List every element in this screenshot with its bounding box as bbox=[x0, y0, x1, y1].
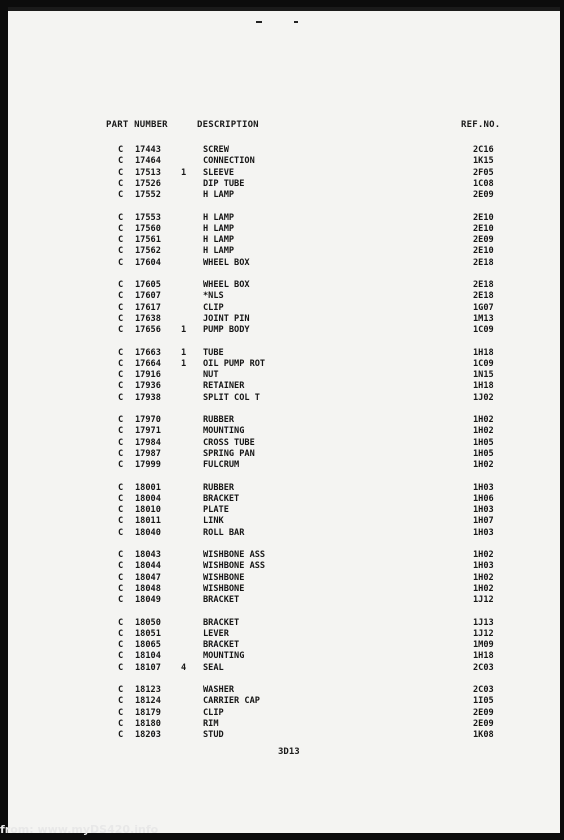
part-number: 17984 bbox=[135, 437, 161, 448]
part-reference: 2E18 bbox=[473, 257, 494, 268]
part-reference: 2E09 bbox=[473, 235, 494, 245]
part-reference: 1C08 bbox=[473, 178, 494, 189]
part-row bbox=[8, 370, 560, 381]
part-description: H LAMP bbox=[203, 190, 235, 200]
part-row bbox=[8, 629, 560, 640]
part-reference: 1N15 bbox=[473, 370, 494, 380]
header-description: DESCRIPTION bbox=[197, 120, 259, 130]
part-reference: 2C03 bbox=[473, 662, 494, 673]
part-description: MOUNTING bbox=[203, 651, 245, 662]
part-reference: 1H18 bbox=[473, 347, 494, 358]
part-description: ROLL BAR bbox=[203, 527, 245, 538]
part-prefix: C bbox=[118, 178, 124, 189]
part-row bbox=[8, 685, 560, 696]
part-prefix: C bbox=[118, 572, 124, 583]
part-quantity: 4 bbox=[181, 662, 187, 673]
part-row bbox=[8, 280, 560, 291]
part-number: 18004 bbox=[135, 493, 161, 504]
part-description: WHEEL BOX bbox=[203, 257, 250, 268]
part-prefix: C bbox=[118, 640, 124, 650]
part-row bbox=[8, 381, 560, 392]
part-row bbox=[8, 696, 560, 707]
part-description: H LAMP bbox=[203, 212, 235, 223]
part-description: SPLIT COL T bbox=[203, 392, 260, 403]
part-row bbox=[8, 325, 560, 336]
source-footer: from: www.myDS420.info bbox=[0, 823, 159, 836]
part-number: 17560 bbox=[135, 223, 161, 234]
part-number: 18050 bbox=[135, 617, 161, 628]
part-reference: 2E09 bbox=[473, 190, 494, 200]
part-row bbox=[8, 708, 560, 719]
part-row bbox=[8, 145, 560, 156]
part-reference: 1M09 bbox=[473, 640, 494, 650]
part-description: PLATE bbox=[203, 505, 229, 515]
part-prefix: C bbox=[118, 381, 124, 392]
part-description: LINK bbox=[203, 516, 224, 527]
part-prefix: C bbox=[118, 561, 124, 572]
part-reference: 1H03 bbox=[473, 561, 494, 572]
part-row bbox=[8, 359, 560, 370]
part-reference: 1H02 bbox=[473, 572, 494, 583]
part-prefix: C bbox=[118, 437, 124, 448]
part-row bbox=[8, 516, 560, 527]
part-description: LEVER bbox=[203, 628, 229, 639]
part-prefix: C bbox=[118, 460, 124, 470]
part-number: 18123 bbox=[135, 685, 161, 695]
part-row bbox=[8, 449, 560, 460]
part-prefix: C bbox=[118, 313, 124, 324]
part-number: 17663 bbox=[135, 347, 161, 358]
part-row bbox=[8, 213, 560, 224]
part-prefix: C bbox=[118, 730, 124, 740]
part-number: 17526 bbox=[135, 178, 161, 189]
part-description: RETAINER bbox=[203, 381, 245, 392]
part-description: CLIP bbox=[203, 707, 224, 718]
part-row bbox=[8, 719, 560, 730]
part-reference: 1H02 bbox=[473, 426, 494, 437]
part-reference: 1H02 bbox=[473, 583, 494, 594]
part-number: 18203 bbox=[135, 730, 161, 740]
part-description: WASHER bbox=[203, 685, 235, 695]
part-description: WISHBONE ASS bbox=[203, 561, 266, 572]
part-number: 17936 bbox=[135, 381, 161, 392]
part-reference: 1C09 bbox=[473, 358, 494, 369]
part-description: SPRING PAN bbox=[203, 448, 255, 459]
part-prefix: C bbox=[118, 370, 124, 380]
part-number: 18107 bbox=[135, 662, 161, 673]
part-row bbox=[8, 348, 560, 359]
part-prefix: C bbox=[118, 415, 124, 425]
part-row bbox=[8, 561, 560, 572]
part-number: 18180 bbox=[135, 718, 161, 729]
part-reference: 1H03 bbox=[473, 527, 494, 538]
part-description: WHEEL BOX bbox=[203, 280, 250, 290]
part-number: 18044 bbox=[135, 561, 161, 572]
part-prefix: C bbox=[118, 651, 124, 662]
part-number: 17561 bbox=[135, 235, 161, 245]
group-spacer bbox=[8, 674, 560, 685]
part-description: H LAMP bbox=[203, 246, 235, 257]
part-reference: 1H05 bbox=[473, 437, 494, 448]
part-reference: 1H03 bbox=[473, 505, 494, 515]
part-prefix: C bbox=[118, 325, 124, 335]
scan-mark bbox=[256, 21, 262, 23]
part-description: RUBBER bbox=[203, 482, 235, 493]
part-quantity: 1 bbox=[181, 358, 187, 369]
part-reference: 1H02 bbox=[473, 460, 494, 470]
part-reference: 1H07 bbox=[473, 516, 494, 527]
part-number: 17607 bbox=[135, 291, 161, 302]
page-number: 3D13 bbox=[278, 747, 300, 757]
part-prefix: C bbox=[118, 145, 124, 155]
part-row bbox=[8, 483, 560, 494]
part-prefix: C bbox=[118, 718, 124, 729]
part-reference: 2E10 bbox=[473, 223, 494, 234]
part-number: 17971 bbox=[135, 426, 161, 437]
part-prefix: C bbox=[118, 448, 124, 459]
part-number: 18001 bbox=[135, 482, 161, 493]
part-row bbox=[8, 651, 560, 662]
part-number: 17464 bbox=[135, 156, 161, 167]
part-description: CONNECTION bbox=[203, 156, 255, 167]
part-prefix: C bbox=[118, 426, 124, 437]
part-number: 17656 bbox=[135, 325, 161, 335]
scan-mark bbox=[294, 21, 298, 23]
part-prefix: C bbox=[118, 516, 124, 527]
part-row bbox=[8, 246, 560, 257]
part-reference: 1G07 bbox=[473, 302, 494, 313]
part-reference: 1H18 bbox=[473, 381, 494, 392]
part-reference: 1C09 bbox=[473, 325, 494, 335]
part-reference: 1J12 bbox=[473, 628, 494, 639]
part-prefix: C bbox=[118, 257, 124, 268]
part-prefix: C bbox=[118, 707, 124, 718]
part-row bbox=[8, 550, 560, 561]
part-reference: 1H18 bbox=[473, 651, 494, 662]
part-prefix: C bbox=[118, 190, 124, 200]
part-prefix: C bbox=[118, 505, 124, 515]
part-reference: 2E10 bbox=[473, 212, 494, 223]
part-prefix: C bbox=[118, 662, 124, 673]
part-description: OIL PUMP ROT bbox=[203, 358, 266, 369]
part-prefix: C bbox=[118, 246, 124, 257]
part-number: 17553 bbox=[135, 212, 161, 223]
part-prefix: C bbox=[118, 628, 124, 639]
part-description: DIP TUBE bbox=[203, 178, 245, 189]
part-prefix: C bbox=[118, 550, 124, 560]
part-reference: 1J13 bbox=[473, 617, 494, 628]
part-prefix: C bbox=[118, 696, 124, 707]
part-description: CARRIER CAP bbox=[203, 696, 260, 707]
part-row bbox=[8, 156, 560, 167]
header-part-number: PART NUMBER bbox=[106, 120, 168, 130]
part-row bbox=[8, 438, 560, 449]
part-prefix: C bbox=[118, 302, 124, 313]
group-spacer bbox=[8, 201, 560, 212]
part-row bbox=[8, 235, 560, 246]
part-row bbox=[8, 595, 560, 606]
top-border-line bbox=[8, 7, 560, 11]
part-description: WISHBONE bbox=[203, 572, 245, 583]
part-number: 17513 bbox=[135, 167, 161, 178]
part-number: 17605 bbox=[135, 280, 161, 290]
part-number: 18010 bbox=[135, 505, 161, 515]
part-reference: 1K08 bbox=[473, 730, 494, 740]
part-number: 17562 bbox=[135, 246, 161, 257]
part-number: 18179 bbox=[135, 707, 161, 718]
group-spacer bbox=[8, 539, 560, 550]
part-prefix: C bbox=[118, 617, 124, 628]
header-ref-no: REF.NO. bbox=[461, 120, 501, 130]
part-description: CROSS TUBE bbox=[203, 437, 255, 448]
part-row bbox=[8, 618, 560, 629]
group-spacer bbox=[8, 404, 560, 415]
part-row bbox=[8, 224, 560, 235]
part-description: MOUNTING bbox=[203, 426, 245, 437]
part-prefix: C bbox=[118, 392, 124, 403]
part-prefix: C bbox=[118, 212, 124, 223]
part-row bbox=[8, 528, 560, 539]
part-number: 18011 bbox=[135, 516, 161, 527]
part-quantity: 1 bbox=[181, 325, 187, 335]
part-description: SLEEVE bbox=[203, 167, 235, 178]
part-prefix: C bbox=[118, 358, 124, 369]
part-description: WISHBONE ASS bbox=[203, 550, 266, 560]
part-number: 17916 bbox=[135, 370, 161, 380]
part-row bbox=[8, 663, 560, 674]
part-reference: 2E18 bbox=[473, 291, 494, 302]
part-description: BRACKET bbox=[203, 493, 240, 504]
part-reference: 1J02 bbox=[473, 392, 494, 403]
part-reference: 2C03 bbox=[473, 685, 494, 695]
part-reference: 2E18 bbox=[473, 280, 494, 290]
part-row bbox=[8, 314, 560, 325]
part-number: 18048 bbox=[135, 583, 161, 594]
part-description: TUBE bbox=[203, 347, 224, 358]
part-quantity: 1 bbox=[181, 167, 187, 178]
part-prefix: C bbox=[118, 280, 124, 290]
part-description: H LAMP bbox=[203, 235, 235, 245]
part-number: 17664 bbox=[135, 358, 161, 369]
part-row bbox=[8, 584, 560, 595]
part-description: SCREW bbox=[203, 145, 229, 155]
part-prefix: C bbox=[118, 156, 124, 167]
part-quantity: 1 bbox=[181, 347, 187, 358]
part-row bbox=[8, 730, 560, 741]
part-description: WISHBONE bbox=[203, 583, 245, 594]
part-prefix: C bbox=[118, 493, 124, 504]
part-reference: 1H05 bbox=[473, 448, 494, 459]
part-reference: 2F05 bbox=[473, 167, 494, 178]
part-reference: 2E10 bbox=[473, 246, 494, 257]
part-number: 17987 bbox=[135, 448, 161, 459]
part-description: RIM bbox=[203, 718, 219, 729]
part-number: 18040 bbox=[135, 527, 161, 538]
part-description: STUD bbox=[203, 730, 224, 740]
part-number: 17970 bbox=[135, 415, 161, 425]
part-row bbox=[8, 168, 560, 179]
part-number: 18065 bbox=[135, 640, 161, 650]
part-row bbox=[8, 258, 560, 269]
part-description: JOINT PIN bbox=[203, 313, 250, 324]
part-number: 18104 bbox=[135, 651, 161, 662]
part-number: 17443 bbox=[135, 145, 161, 155]
part-number: 18043 bbox=[135, 550, 161, 560]
part-row bbox=[8, 291, 560, 302]
part-reference: 1H02 bbox=[473, 415, 494, 425]
part-description: BRACKET bbox=[203, 595, 240, 605]
part-reference: 2C16 bbox=[473, 145, 494, 155]
group-spacer bbox=[8, 606, 560, 617]
part-description: NUT bbox=[203, 370, 219, 380]
document-page bbox=[8, 7, 560, 833]
part-reference: 2E09 bbox=[473, 718, 494, 729]
part-number: 17617 bbox=[135, 302, 161, 313]
part-description: BRACKET bbox=[203, 617, 240, 628]
part-number: 17938 bbox=[135, 392, 161, 403]
part-prefix: C bbox=[118, 235, 124, 245]
part-number: 17552 bbox=[135, 190, 161, 200]
part-reference: 1M13 bbox=[473, 313, 494, 324]
part-row bbox=[8, 505, 560, 516]
parts-list bbox=[8, 145, 560, 741]
part-description: FULCRUM bbox=[203, 460, 240, 470]
part-number: 18051 bbox=[135, 628, 161, 639]
part-number: 18047 bbox=[135, 572, 161, 583]
part-reference: 1H02 bbox=[473, 550, 494, 560]
part-row bbox=[8, 303, 560, 314]
part-description: *NLS bbox=[203, 291, 224, 302]
part-prefix: C bbox=[118, 595, 124, 605]
part-prefix: C bbox=[118, 223, 124, 234]
part-description: BRACKET bbox=[203, 640, 240, 650]
part-number: 18049 bbox=[135, 595, 161, 605]
part-number: 17638 bbox=[135, 313, 161, 324]
part-reference: 1K15 bbox=[473, 156, 494, 167]
part-reference: 1J12 bbox=[473, 595, 494, 605]
part-reference: 1H03 bbox=[473, 482, 494, 493]
part-row bbox=[8, 460, 560, 471]
part-reference: 1H06 bbox=[473, 493, 494, 504]
part-prefix: C bbox=[118, 291, 124, 302]
part-number: 17999 bbox=[135, 460, 161, 470]
part-row bbox=[8, 640, 560, 651]
part-row bbox=[8, 190, 560, 201]
part-description: SEAL bbox=[203, 662, 224, 673]
group-spacer bbox=[8, 336, 560, 347]
part-number: 18124 bbox=[135, 696, 161, 707]
group-spacer bbox=[8, 269, 560, 280]
part-prefix: C bbox=[118, 527, 124, 538]
group-spacer bbox=[8, 471, 560, 482]
part-description: RUBBER bbox=[203, 415, 235, 425]
part-row bbox=[8, 426, 560, 437]
part-prefix: C bbox=[118, 583, 124, 594]
part-prefix: C bbox=[118, 685, 124, 695]
part-row bbox=[8, 393, 560, 404]
part-description: CLIP bbox=[203, 302, 224, 313]
part-row bbox=[8, 573, 560, 584]
part-description: H LAMP bbox=[203, 223, 235, 234]
part-row bbox=[8, 494, 560, 505]
part-row bbox=[8, 179, 560, 190]
part-reference: 2E09 bbox=[473, 707, 494, 718]
part-number: 17604 bbox=[135, 257, 161, 268]
part-prefix: C bbox=[118, 482, 124, 493]
part-row bbox=[8, 415, 560, 426]
part-reference: 1I05 bbox=[473, 696, 494, 707]
part-prefix: C bbox=[118, 347, 124, 358]
part-description: PUMP BODY bbox=[203, 325, 250, 335]
part-prefix: C bbox=[118, 167, 124, 178]
